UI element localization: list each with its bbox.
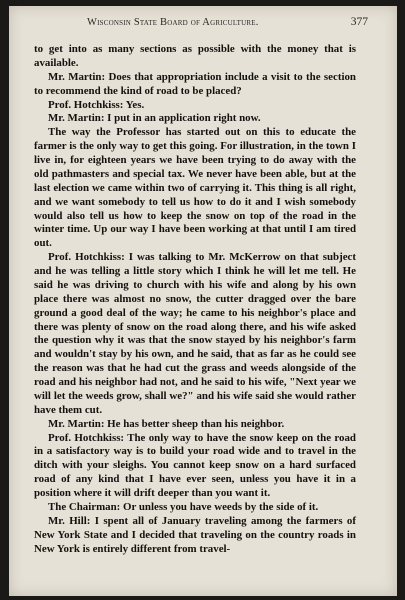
book-page — [9, 6, 397, 596]
paragraph: Mr. Martin: I put in an application right now. — [48, 112, 261, 125]
paragraph: The Chairman: Or unless you have weeds by the side of it. — [48, 500, 319, 513]
paragraph: Prof. Hotchkiss: Yes. — [48, 98, 145, 111]
paragraph: Mr. Martin: He has better sheep than his neighbor. — [48, 417, 285, 430]
page-body — [34, 43, 356, 556]
paragraph: Prof. Hotchkiss: The only way to have the snow keep on the road in a satisfactory way is to build your road wide and to travel in the ditch with your sleighs. You cannot keep snow on a hard surfaced road of any kind that I have ever seen, unless you have it in a position where it will drift deeper than you want it. — [34, 431, 356, 499]
paragraph: The way the Professor has started out on this to educate the farmer is the only way to get this going. For illustration, in the town I live in, for eighteen years we have been trying to do away with the old pathmasters and special tax. We never have been able, but at the last election we came within two of carrying it. This thing is all right, and we want somebody to tell us how to do it and I wish somebody would also tell us how to keep the snow on top of the road in the winter time. Up our way I have been working at that until I am tired out. — [34, 126, 356, 250]
page-header — [9, 17, 397, 33]
page-number: 377 — [350, 16, 368, 28]
paragraph-continuation: to get into as many sections as possible with the money that is available. — [34, 43, 356, 69]
paragraph: Prof. Hotchkiss: I was talking to Mr. McKerrow on that subject and he was telling a little story which I think he will let me tell. He said he was driving to church with his wife and along by his own place there was almost no snow, the cutter dragged over the bare ground a good deal of the way; he came to his neighbor's place and there was plenty of snow on the road along there, and his wife asked the question why it was that the snow stayed by his neighbor's farm and wouldn't stay by his own, and he said, that as far as he could see the reason was that he had cut the grass and weeds alongside of the road and his neighbor had not, and he said to his wife, "Next year we will let the weeds grow, shall we?" and his wife said she would rather have them cut. — [34, 251, 356, 416]
running-head: Wisconsin State Board of Agriculture. — [87, 17, 259, 28]
paragraph: Mr. Hill: I spent all of January traveling among the farmers of New York State and I decided that traveling on the country roads in New York is entirely different from travel- — [34, 514, 356, 555]
paragraph: Mr. Martin: Does that appropriation include a visit to the section to recommend the kind of road to be placed? — [34, 70, 356, 97]
